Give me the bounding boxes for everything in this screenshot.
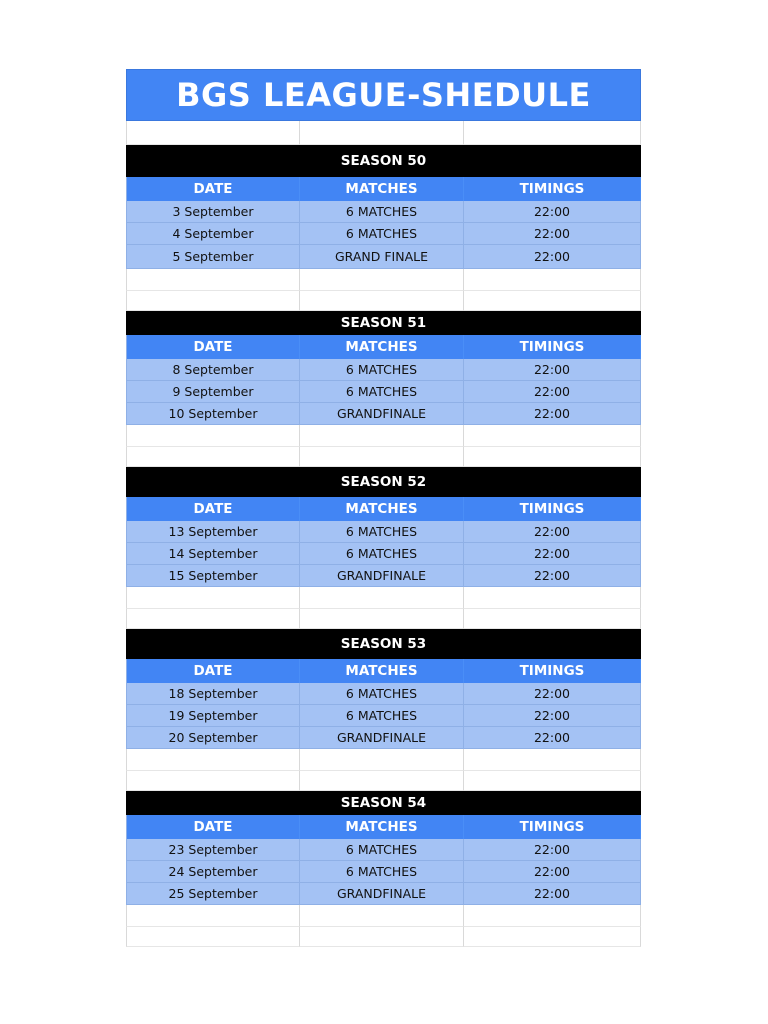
table-row: [126, 861, 641, 883]
date-header: DATE: [126, 815, 300, 839]
matches-cell[interactable]: 6 MATCHES: [300, 705, 464, 727]
time-cell[interactable]: 22:00: [464, 727, 641, 749]
time-cell[interactable]: 22:00: [464, 403, 641, 425]
empty-cell[interactable]: [126, 905, 300, 927]
empty-cell[interactable]: [300, 587, 464, 609]
column-header-row: [126, 659, 641, 683]
blank-row: [126, 121, 641, 145]
empty-cell[interactable]: [464, 609, 641, 629]
sheet-title: BGS LEAGUE-SHEDULE: [126, 69, 641, 121]
date-header: DATE: [126, 497, 300, 521]
empty-cell[interactable]: [464, 291, 641, 311]
empty-cell[interactable]: [126, 425, 300, 447]
date-cell[interactable]: 15 September: [126, 565, 300, 587]
date-cell[interactable]: 25 September: [126, 883, 300, 905]
empty-cell[interactable]: [126, 121, 300, 145]
time-cell[interactable]: 22:00: [464, 245, 641, 269]
date-cell[interactable]: 3 September: [126, 201, 300, 223]
table-row: [126, 359, 641, 381]
matches-cell[interactable]: 6 MATCHES: [300, 839, 464, 861]
empty-cell[interactable]: [126, 447, 300, 467]
table-row: [126, 245, 641, 269]
table-row: [126, 223, 641, 245]
empty-cell[interactable]: [464, 425, 641, 447]
matches-cell[interactable]: 6 MATCHES: [300, 521, 464, 543]
matches-cell[interactable]: 6 MATCHES: [300, 381, 464, 403]
time-cell[interactable]: 22:00: [464, 565, 641, 587]
date-cell[interactable]: 8 September: [126, 359, 300, 381]
blank-row: [126, 587, 641, 609]
season-header: SEASON 51: [126, 311, 641, 335]
column-header-row: [126, 335, 641, 359]
table-row: [126, 565, 641, 587]
matches-header: MATCHES: [300, 815, 464, 839]
empty-cell[interactable]: [300, 771, 464, 791]
matches-cell[interactable]: GRANDFINALE: [300, 727, 464, 749]
matches-cell[interactable]: 6 MATCHES: [300, 683, 464, 705]
empty-cell[interactable]: [300, 749, 464, 771]
empty-cell[interactable]: [126, 927, 300, 947]
timings-header: TIMINGS: [464, 815, 641, 839]
time-cell[interactable]: 22:00: [464, 705, 641, 727]
table-row: [126, 727, 641, 749]
column-header-row: [126, 177, 641, 201]
empty-cell[interactable]: [464, 927, 641, 947]
matches-cell[interactable]: 6 MATCHES: [300, 543, 464, 565]
matches-cell[interactable]: GRANDFINALE: [300, 403, 464, 425]
table-row: [126, 683, 641, 705]
date-cell[interactable]: 5 September: [126, 245, 300, 269]
matches-cell[interactable]: GRANDFINALE: [300, 883, 464, 905]
time-cell[interactable]: 22:00: [464, 381, 641, 403]
date-cell[interactable]: 13 September: [126, 521, 300, 543]
time-cell[interactable]: 22:00: [464, 839, 641, 861]
timings-header: TIMINGS: [464, 497, 641, 521]
column-header-row: [126, 497, 641, 521]
blank-row: [126, 927, 641, 947]
matches-cell[interactable]: 6 MATCHES: [300, 223, 464, 245]
date-cell[interactable]: 20 September: [126, 727, 300, 749]
date-cell[interactable]: 4 September: [126, 223, 300, 245]
season-header: SEASON 54: [126, 791, 641, 815]
empty-cell[interactable]: [126, 771, 300, 791]
column-header-row: [126, 815, 641, 839]
time-cell[interactable]: 22:00: [464, 521, 641, 543]
blank-row: [126, 291, 641, 311]
blank-row: [126, 609, 641, 629]
empty-cell[interactable]: [464, 447, 641, 467]
empty-cell[interactable]: [126, 587, 300, 609]
blank-row: [126, 269, 641, 291]
empty-cell[interactable]: [300, 291, 464, 311]
empty-cell[interactable]: [126, 291, 300, 311]
table-row: [126, 883, 641, 905]
season-header: SEASON 53: [126, 629, 641, 659]
table-row: [126, 705, 641, 727]
empty-cell[interactable]: [300, 121, 464, 145]
date-cell[interactable]: 10 September: [126, 403, 300, 425]
blank-row: [126, 447, 641, 467]
date-header: DATE: [126, 659, 300, 683]
table-row: [126, 403, 641, 425]
table-row: [126, 521, 641, 543]
time-cell[interactable]: 22:00: [464, 201, 641, 223]
blank-row: [126, 425, 641, 447]
season-header: SEASON 50: [126, 145, 641, 177]
time-cell[interactable]: 22:00: [464, 861, 641, 883]
date-cell[interactable]: 19 September: [126, 705, 300, 727]
empty-cell[interactable]: [300, 609, 464, 629]
table-row: [126, 839, 641, 861]
date-cell[interactable]: 14 September: [126, 543, 300, 565]
timings-header: TIMINGS: [464, 659, 641, 683]
season-header: SEASON 52: [126, 467, 641, 497]
empty-cell[interactable]: [300, 905, 464, 927]
table-row: [126, 201, 641, 223]
empty-cell[interactable]: [464, 749, 641, 771]
table-row: [126, 381, 641, 403]
empty-cell[interactable]: [126, 749, 300, 771]
time-cell[interactable]: 22:00: [464, 223, 641, 245]
empty-cell[interactable]: [300, 447, 464, 467]
matches-header: MATCHES: [300, 335, 464, 359]
table-row: [126, 543, 641, 565]
time-cell[interactable]: 22:00: [464, 883, 641, 905]
time-cell[interactable]: 22:00: [464, 683, 641, 705]
matches-header: MATCHES: [300, 497, 464, 521]
empty-cell[interactable]: [126, 269, 300, 291]
matches-cell[interactable]: 6 MATCHES: [300, 201, 464, 223]
blank-row: [126, 749, 641, 771]
matches-cell[interactable]: 6 MATCHES: [300, 359, 464, 381]
empty-cell[interactable]: [464, 269, 641, 291]
empty-cell[interactable]: [464, 905, 641, 927]
timings-header: TIMINGS: [464, 335, 641, 359]
date-cell[interactable]: 24 September: [126, 861, 300, 883]
timings-header: TIMINGS: [464, 177, 641, 201]
empty-cell[interactable]: [464, 771, 641, 791]
date-header: DATE: [126, 335, 300, 359]
schedule-sheet: [126, 69, 641, 947]
blank-row: [126, 771, 641, 791]
time-cell[interactable]: 22:00: [464, 359, 641, 381]
empty-cell[interactable]: [300, 269, 464, 291]
matches-header: MATCHES: [300, 659, 464, 683]
date-cell[interactable]: 9 September: [126, 381, 300, 403]
matches-cell[interactable]: GRAND FINALE: [300, 245, 464, 269]
empty-cell[interactable]: [300, 927, 464, 947]
blank-row: [126, 905, 641, 927]
empty-cell[interactable]: [464, 121, 641, 145]
matches-cell[interactable]: GRANDFINALE: [300, 565, 464, 587]
date-header: DATE: [126, 177, 300, 201]
date-cell[interactable]: 18 September: [126, 683, 300, 705]
empty-cell[interactable]: [126, 609, 300, 629]
date-cell[interactable]: 23 September: [126, 839, 300, 861]
matches-header: MATCHES: [300, 177, 464, 201]
time-cell[interactable]: 22:00: [464, 543, 641, 565]
matches-cell[interactable]: 6 MATCHES: [300, 861, 464, 883]
empty-cell[interactable]: [464, 587, 641, 609]
empty-cell[interactable]: [300, 425, 464, 447]
